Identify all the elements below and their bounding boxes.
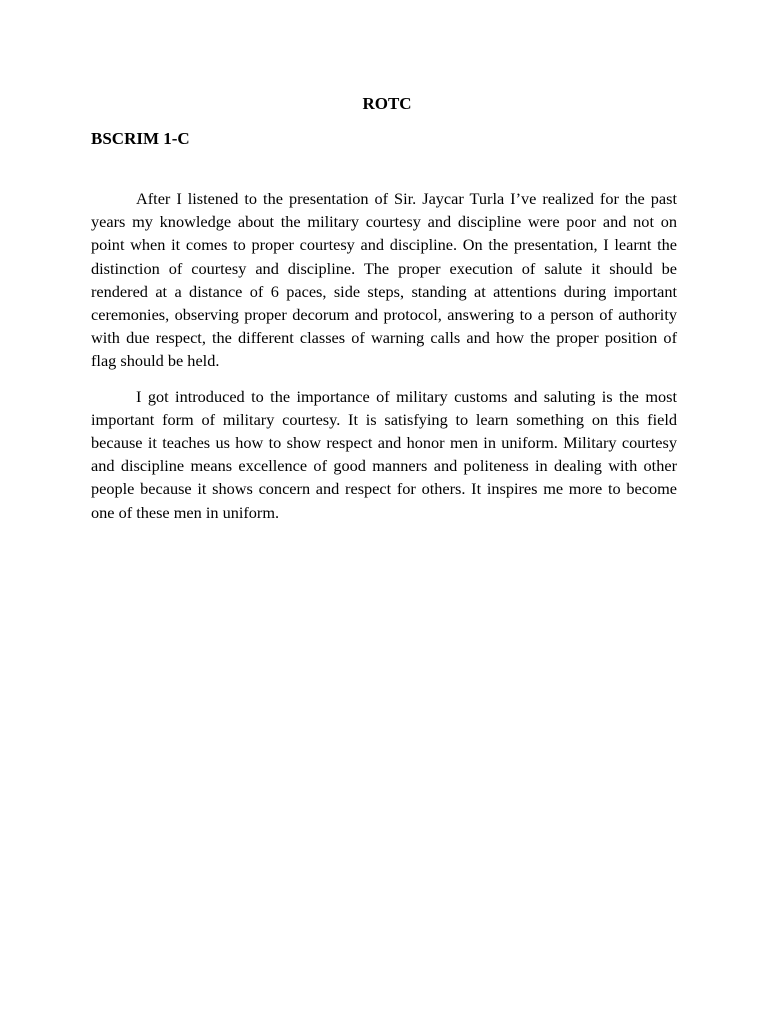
class-section-heading: BSCRIM 1-C [91, 129, 190, 148]
paragraph: I got introduced to the importance of military customs and saluting is the most important form of military courtesy. It is satisfying to learn something on this field because it teaches us how to show respect and honor men in uniform. Military courtesy and discipline means excellence of good manners and politeness in dealing with other people because it shows concern and respect for others. It inspires me more to become one of these men in uniform. [91, 386, 677, 522]
paragraph: After I listened to the presentation of Sir. Jaycar Turla I’ve realized for the past years my knowledge about the military courtesy and discipline were poor and not on point when it comes to proper courtesy and discipline. On the presentation, I learnt the distinction of courtesy and discipline. The proper execution of salute it should be rendered at a distance of 6 paces, side steps, standing at attentions during important ceremonies, observing proper decorum and protocol, answering to a person of authority with due respect, the different classes of warning calls and how the proper position of flag should be held. [91, 189, 677, 371]
document-title: ROTC [362, 94, 412, 113]
document-body [91, 187, 677, 524]
